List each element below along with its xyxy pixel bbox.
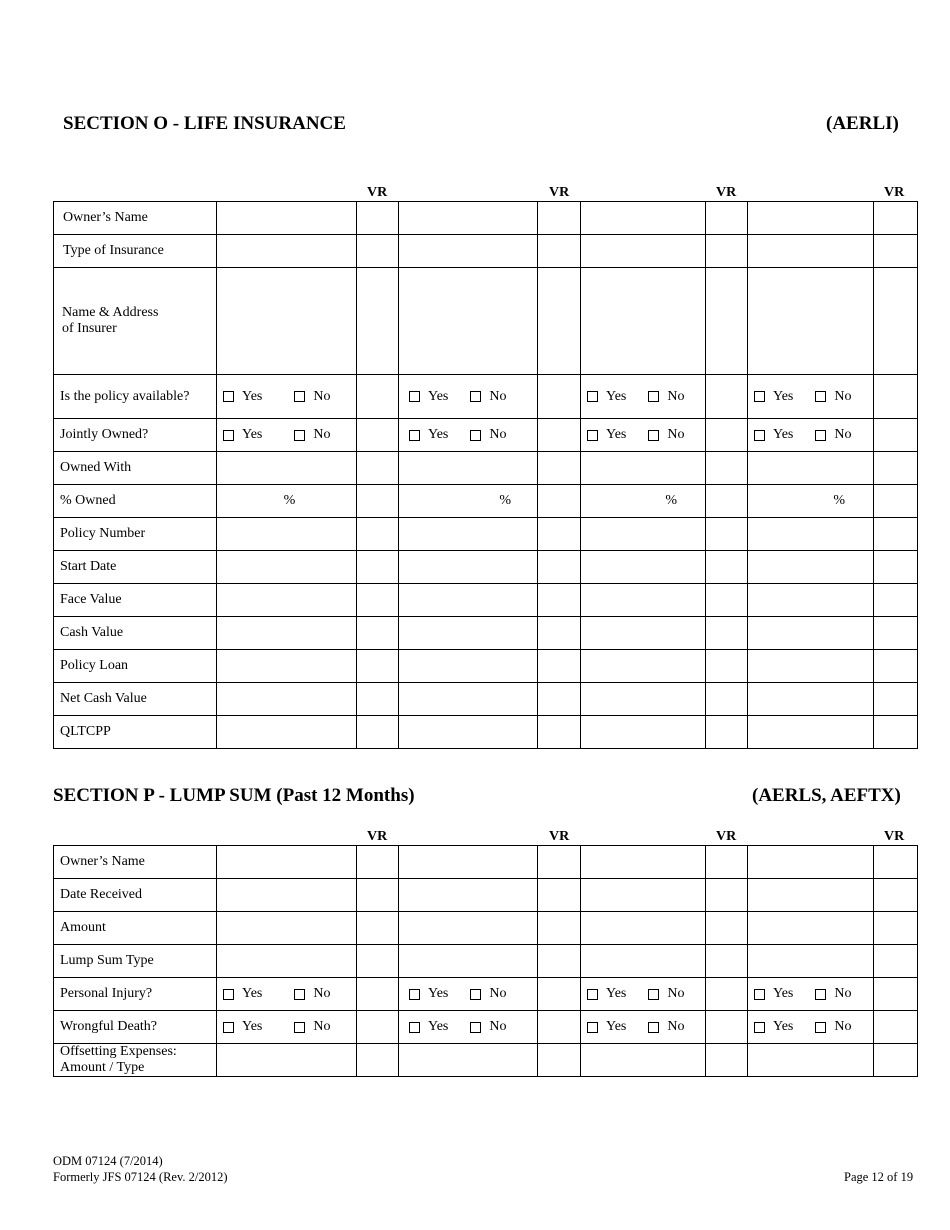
row-label-line: Name & Address: [62, 305, 159, 320]
lump-sum-type-field[interactable]: [748, 945, 874, 978]
vr-field[interactable]: [357, 716, 399, 749]
vr-field[interactable]: [874, 584, 918, 617]
table-row: [54, 235, 918, 268]
start-date-field[interactable]: [399, 551, 538, 584]
net-cash-value-field[interactable]: [581, 683, 706, 716]
lump-sum-table: [53, 845, 918, 1077]
vr-field[interactable]: [357, 879, 399, 912]
row-label: Type of Insurance: [54, 235, 217, 268]
cash-value-field[interactable]: [748, 617, 874, 650]
qltcpp-field[interactable]: [217, 716, 357, 749]
vr-field[interactable]: [538, 879, 581, 912]
pct-owned-field[interactable]: [399, 485, 538, 518]
yes-label: Yes: [773, 427, 794, 442]
pct-owned-field[interactable]: [217, 485, 357, 518]
vr-field[interactable]: [538, 846, 581, 879]
no-checkbox[interactable]: [648, 1022, 659, 1033]
yes-checkbox[interactable]: [587, 430, 598, 441]
vr-field[interactable]: [706, 452, 748, 485]
table-row: [54, 419, 918, 452]
vr-field[interactable]: [706, 1011, 748, 1044]
section-o-title: SECTION O - LIFE INSURANCE: [63, 113, 346, 134]
yes-no-cell: [581, 375, 706, 419]
yes-checkbox[interactable]: [223, 1022, 234, 1033]
vr-field[interactable]: [874, 235, 918, 268]
offsetting-expenses-field[interactable]: [399, 1044, 538, 1077]
date-received-field[interactable]: [581, 879, 706, 912]
owners-name-field[interactable]: [217, 202, 357, 235]
vr-field[interactable]: [706, 617, 748, 650]
date-received-field[interactable]: [748, 879, 874, 912]
yes-label: Yes: [428, 388, 449, 404]
owners-name-field[interactable]: [748, 202, 874, 235]
yes-checkbox[interactable]: [754, 989, 765, 1000]
yes-no-cell: [748, 978, 874, 1011]
policy-loan-field[interactable]: [748, 650, 874, 683]
vr-field[interactable]: [538, 452, 581, 485]
vr-field[interactable]: [874, 716, 918, 749]
row-label: Personal Injury?: [54, 978, 217, 1011]
yes-checkbox[interactable]: [587, 1022, 598, 1033]
vr-field[interactable]: [706, 945, 748, 978]
yes-no-cell: [581, 1011, 706, 1044]
owners-name-field[interactable]: [399, 846, 538, 879]
no-label: No: [489, 388, 507, 404]
row-label: Start Date: [54, 551, 217, 584]
cash-value-field[interactable]: [581, 617, 706, 650]
type-of-insurance-field[interactable]: [581, 235, 706, 268]
vr-field[interactable]: [538, 518, 581, 551]
yes-label: Yes: [606, 1019, 627, 1034]
insurer-address-field[interactable]: [581, 268, 706, 375]
vr-field[interactable]: [874, 945, 918, 978]
face-value-field[interactable]: [748, 584, 874, 617]
vr-field[interactable]: [706, 846, 748, 879]
vr-field[interactable]: [874, 650, 918, 683]
vr-field[interactable]: [357, 978, 399, 1011]
yes-checkbox[interactable]: [754, 430, 765, 441]
no-checkbox[interactable]: [470, 430, 481, 441]
vr-field[interactable]: [538, 978, 581, 1011]
vr-field[interactable]: [874, 617, 918, 650]
yes-label: Yes: [606, 427, 627, 442]
no-checkbox[interactable]: [815, 391, 826, 402]
vr-field[interactable]: [706, 584, 748, 617]
owned-with-field[interactable]: [217, 452, 357, 485]
policy-number-field[interactable]: [217, 518, 357, 551]
row-label: Wrongful Death?: [54, 1011, 217, 1044]
table-row: [54, 1011, 918, 1044]
vr-field[interactable]: [538, 485, 581, 518]
vr-label: VR: [367, 185, 388, 200]
vr-field[interactable]: [538, 268, 581, 375]
vr-field[interactable]: [874, 202, 918, 235]
start-date-field[interactable]: [581, 551, 706, 584]
insurer-address-field[interactable]: [748, 268, 874, 375]
vr-label: VR: [716, 829, 737, 844]
face-value-field[interactable]: [399, 584, 538, 617]
yes-checkbox[interactable]: [754, 1022, 765, 1033]
vr-label: VR: [549, 185, 570, 200]
percent-sign: %: [499, 493, 511, 508]
life-insurance-table: [53, 201, 918, 749]
vr-field[interactable]: [874, 683, 918, 716]
no-label: No: [834, 1019, 852, 1034]
start-date-field[interactable]: [748, 551, 874, 584]
page-number: Page 12 of 19: [844, 1170, 914, 1184]
vr-field[interactable]: [706, 419, 748, 452]
form-id: ODM 07124 (7/2014): [53, 1154, 163, 1168]
row-label: Owner’s Name: [54, 846, 217, 879]
yes-label: Yes: [242, 986, 263, 1001]
vr-field[interactable]: [538, 650, 581, 683]
amount-field[interactable]: [748, 912, 874, 945]
table-row: [54, 202, 918, 235]
section-p-title: SECTION P - LUMP SUM (Past 12 Months): [53, 785, 415, 806]
vr-field[interactable]: [706, 375, 748, 419]
amount-field[interactable]: [399, 912, 538, 945]
table-row: [54, 978, 918, 1011]
owners-name-field[interactable]: [581, 846, 706, 879]
vr-field[interactable]: [874, 846, 918, 879]
start-date-field[interactable]: [217, 551, 357, 584]
vr-field[interactable]: [706, 518, 748, 551]
amount-field[interactable]: [217, 912, 357, 945]
vr-field[interactable]: [357, 650, 399, 683]
lump-sum-type-field[interactable]: [217, 945, 357, 978]
no-checkbox[interactable]: [815, 989, 826, 1000]
vr-field[interactable]: [538, 945, 581, 978]
no-checkbox[interactable]: [470, 989, 481, 1000]
yes-no-cell: [217, 978, 357, 1011]
type-of-insurance-field[interactable]: [748, 235, 874, 268]
vr-field[interactable]: [538, 1044, 581, 1077]
owned-with-field[interactable]: [581, 452, 706, 485]
vr-field[interactable]: [357, 683, 399, 716]
vr-field[interactable]: [706, 879, 748, 912]
vr-field[interactable]: [706, 551, 748, 584]
yes-label: Yes: [606, 388, 627, 404]
row-label-line: of Insurer: [62, 321, 117, 336]
date-received-field[interactable]: [399, 879, 538, 912]
no-label: No: [489, 986, 507, 1001]
row-label: Face Value: [54, 584, 217, 617]
face-value-field[interactable]: [581, 584, 706, 617]
lump-sum-type-field[interactable]: [399, 945, 538, 978]
vr-field[interactable]: [706, 202, 748, 235]
vr-field[interactable]: [357, 518, 399, 551]
row-label: Owner’s Name: [54, 202, 217, 235]
table-row: [54, 879, 918, 912]
vr-field[interactable]: [538, 584, 581, 617]
row-label: [54, 268, 217, 375]
cash-value-field[interactable]: [217, 617, 357, 650]
table-row: [54, 1044, 918, 1077]
row-label: [54, 1044, 217, 1077]
net-cash-value-field[interactable]: [217, 683, 357, 716]
yes-no-cell: [581, 978, 706, 1011]
row-label: Is the policy available?: [54, 375, 217, 419]
yes-checkbox[interactable]: [754, 391, 765, 402]
row-label: Net Cash Value: [54, 683, 217, 716]
no-label: No: [834, 388, 852, 404]
row-label: Date Received: [54, 879, 217, 912]
table-row: [54, 268, 918, 375]
face-value-field[interactable]: [217, 584, 357, 617]
yes-no-cell: [399, 1011, 538, 1044]
vr-field[interactable]: [357, 268, 399, 375]
yes-no-cell: [748, 1011, 874, 1044]
no-label: No: [313, 427, 331, 442]
vr-field[interactable]: [357, 202, 399, 235]
row-label-line: Offsetting Expenses:: [60, 1044, 177, 1059]
insurer-address-field[interactable]: [217, 268, 357, 375]
yes-label: Yes: [773, 986, 794, 1001]
vr-field[interactable]: [538, 912, 581, 945]
owners-name-field[interactable]: [748, 846, 874, 879]
yes-checkbox[interactable]: [587, 391, 598, 402]
no-checkbox[interactable]: [470, 391, 481, 402]
vr-label: VR: [884, 185, 905, 200]
no-checkbox[interactable]: [648, 391, 659, 402]
vr-field[interactable]: [706, 683, 748, 716]
vr-label: VR: [549, 829, 570, 844]
row-label: Lump Sum Type: [54, 945, 217, 978]
vr-label: VR: [367, 829, 388, 844]
yes-no-cell: [581, 419, 706, 452]
yes-label: Yes: [242, 427, 263, 442]
vr-field[interactable]: [874, 912, 918, 945]
policy-number-field[interactable]: [581, 518, 706, 551]
vr-field[interactable]: [538, 716, 581, 749]
vr-field[interactable]: [874, 485, 918, 518]
policy-number-field[interactable]: [748, 518, 874, 551]
yes-checkbox[interactable]: [409, 1022, 420, 1033]
table-row: [54, 683, 918, 716]
vr-field[interactable]: [706, 235, 748, 268]
insurer-address-field[interactable]: [399, 268, 538, 375]
row-label: Policy Number: [54, 518, 217, 551]
date-received-field[interactable]: [217, 879, 357, 912]
row-label: % Owned: [54, 485, 217, 518]
yes-label: Yes: [242, 1019, 263, 1034]
vr-label: VR: [716, 185, 737, 200]
yes-no-cell: [399, 419, 538, 452]
vr-field[interactable]: [706, 912, 748, 945]
percent-sign: %: [283, 493, 296, 508]
vr-field[interactable]: [357, 1044, 399, 1077]
yes-label: Yes: [773, 1019, 794, 1034]
yes-no-cell: [399, 978, 538, 1011]
no-checkbox[interactable]: [470, 1022, 481, 1033]
row-label: Jointly Owned?: [54, 419, 217, 452]
net-cash-value-field[interactable]: [399, 683, 538, 716]
qltcpp-field[interactable]: [748, 716, 874, 749]
yes-checkbox[interactable]: [409, 391, 420, 402]
yes-checkbox[interactable]: [223, 430, 234, 441]
no-checkbox[interactable]: [294, 391, 305, 402]
row-label-line: Amount / Type: [60, 1060, 145, 1075]
pct-owned-field[interactable]: [581, 485, 706, 518]
offsetting-expenses-field[interactable]: [217, 1044, 357, 1077]
vr-field[interactable]: [538, 1011, 581, 1044]
yes-checkbox[interactable]: [223, 391, 234, 402]
offsetting-expenses-field[interactable]: [748, 1044, 874, 1077]
vr-field[interactable]: [357, 419, 399, 452]
no-checkbox[interactable]: [294, 430, 305, 441]
yes-checkbox[interactable]: [587, 989, 598, 1000]
lump-sum-type-field[interactable]: [581, 945, 706, 978]
vr-field[interactable]: [357, 1011, 399, 1044]
vr-field[interactable]: [706, 1044, 748, 1077]
policy-loan-field[interactable]: [399, 650, 538, 683]
amount-field[interactable]: [581, 912, 706, 945]
no-label: No: [313, 1019, 331, 1034]
qltcpp-field[interactable]: [581, 716, 706, 749]
vr-field[interactable]: [706, 485, 748, 518]
row-label: Policy Loan: [54, 650, 217, 683]
vr-field[interactable]: [357, 551, 399, 584]
table-row: [54, 452, 918, 485]
no-label: No: [489, 1019, 507, 1034]
vr-field[interactable]: [706, 650, 748, 683]
vr-field[interactable]: [874, 1044, 918, 1077]
vr-field[interactable]: [706, 716, 748, 749]
no-label: No: [667, 1019, 685, 1034]
owners-name-field[interactable]: [581, 202, 706, 235]
row-label: Cash Value: [54, 617, 217, 650]
yes-no-cell: [748, 375, 874, 419]
yes-checkbox[interactable]: [409, 989, 420, 1000]
no-checkbox[interactable]: [815, 1022, 826, 1033]
table-row: [54, 551, 918, 584]
no-label: No: [489, 427, 507, 442]
table-row: [54, 650, 918, 683]
section-o-code: (AERLI): [826, 113, 899, 134]
vr-field[interactable]: [538, 551, 581, 584]
table-row: [54, 485, 918, 518]
vr-field[interactable]: [357, 235, 399, 268]
vr-field[interactable]: [874, 551, 918, 584]
vr-field[interactable]: [357, 617, 399, 650]
yes-checkbox[interactable]: [409, 430, 420, 441]
vr-field[interactable]: [874, 1011, 918, 1044]
yes-no-cell: [748, 419, 874, 452]
table-row: [54, 518, 918, 551]
yes-label: Yes: [773, 388, 794, 404]
no-checkbox[interactable]: [648, 430, 659, 441]
yes-no-cell: [217, 419, 357, 452]
qltcpp-field[interactable]: [399, 716, 538, 749]
cash-value-field[interactable]: [399, 617, 538, 650]
policy-loan-field[interactable]: [581, 650, 706, 683]
vr-field[interactable]: [874, 268, 918, 375]
no-label: No: [834, 986, 852, 1001]
section-p-code: (AERLS, AEFTX): [752, 785, 901, 806]
vr-field[interactable]: [357, 584, 399, 617]
vr-label: VR: [884, 829, 905, 844]
yes-label: Yes: [428, 427, 449, 442]
table-row: [54, 617, 918, 650]
policy-number-field[interactable]: [399, 518, 538, 551]
yes-label: Yes: [242, 388, 263, 404]
row-label: Amount: [54, 912, 217, 945]
table-row: [54, 846, 918, 879]
vr-field[interactable]: [538, 202, 581, 235]
yes-label: Yes: [606, 986, 627, 1001]
table-row: [54, 945, 918, 978]
no-checkbox[interactable]: [294, 989, 305, 1000]
no-checkbox[interactable]: [294, 1022, 305, 1033]
vr-field[interactable]: [357, 375, 399, 419]
vr-field[interactable]: [357, 912, 399, 945]
vr-field[interactable]: [706, 978, 748, 1011]
table-row: [54, 584, 918, 617]
type-of-insurance-field[interactable]: [217, 235, 357, 268]
yes-no-cell: [217, 1011, 357, 1044]
vr-field[interactable]: [538, 375, 581, 419]
vr-field[interactable]: [357, 485, 399, 518]
vr-field[interactable]: [357, 452, 399, 485]
table-row: [54, 375, 918, 419]
no-label: No: [834, 427, 852, 442]
row-label: QLTCPP: [54, 716, 217, 749]
no-label: No: [313, 986, 331, 1001]
percent-sign: %: [833, 493, 845, 508]
vr-field[interactable]: [538, 683, 581, 716]
vr-field[interactable]: [357, 846, 399, 879]
yes-label: Yes: [428, 1019, 449, 1034]
yes-label: Yes: [428, 986, 449, 1001]
yes-checkbox[interactable]: [223, 989, 234, 1000]
percent-sign: %: [665, 493, 677, 508]
vr-field[interactable]: [874, 879, 918, 912]
vr-field[interactable]: [538, 617, 581, 650]
net-cash-value-field[interactable]: [748, 683, 874, 716]
pct-owned-field[interactable]: [748, 485, 874, 518]
yes-no-cell: [399, 375, 538, 419]
owned-with-field[interactable]: [399, 452, 538, 485]
vr-field[interactable]: [538, 419, 581, 452]
no-label: No: [667, 388, 685, 404]
owners-name-field[interactable]: [217, 846, 357, 879]
no-label: No: [313, 388, 331, 404]
type-of-insurance-field[interactable]: [399, 235, 538, 268]
vr-field[interactable]: [874, 375, 918, 419]
owners-name-field[interactable]: [399, 202, 538, 235]
no-label: No: [667, 986, 685, 1001]
table-row: [54, 912, 918, 945]
table-row: [54, 716, 918, 749]
vr-field[interactable]: [706, 268, 748, 375]
yes-no-cell: [217, 375, 357, 419]
vr-field[interactable]: [538, 235, 581, 268]
vr-field[interactable]: [874, 518, 918, 551]
no-label: No: [667, 427, 685, 442]
vr-field[interactable]: [874, 452, 918, 485]
policy-loan-field[interactable]: [217, 650, 357, 683]
owned-with-field[interactable]: [748, 452, 874, 485]
vr-field[interactable]: [874, 419, 918, 452]
no-checkbox[interactable]: [815, 430, 826, 441]
vr-field[interactable]: [874, 978, 918, 1011]
no-checkbox[interactable]: [648, 989, 659, 1000]
row-label: Owned With: [54, 452, 217, 485]
vr-field[interactable]: [357, 945, 399, 978]
formerly-id: Formerly JFS 07124 (Rev. 2/2012): [53, 1170, 228, 1184]
offsetting-expenses-field[interactable]: [581, 1044, 706, 1077]
